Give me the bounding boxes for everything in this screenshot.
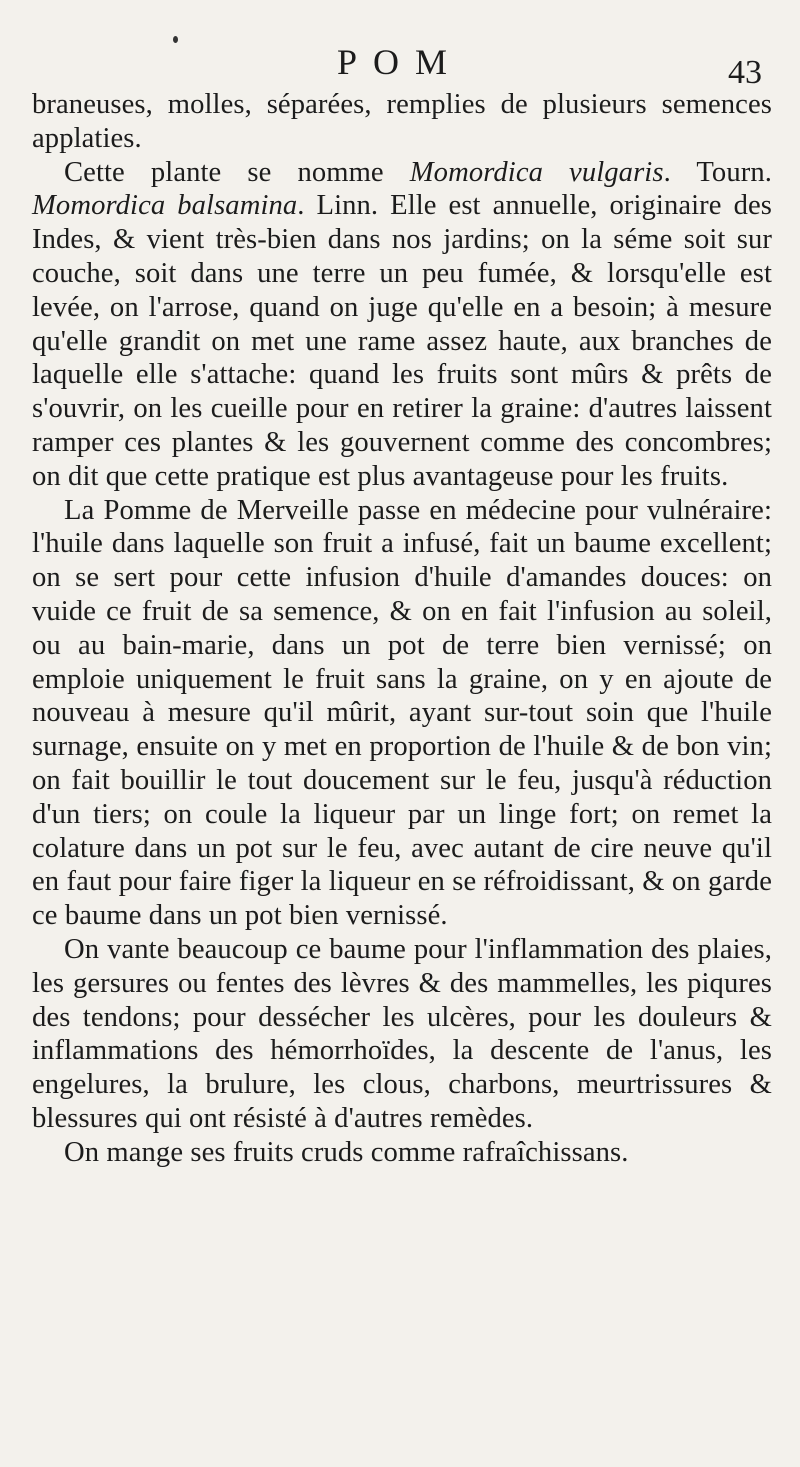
text-segment: . Linn. Elle est annuelle, originaire des Indes, & vient très-bien dans nos jardins; on la séme soit sur couche, soit dans une terre un peu fumée, & lorsqu'elle est levée, on l'arrose, quand on juge qu'elle en a besoin; à mesure qu'elle grandit on met une rame assez haute, aux branches de laquelle elle s'attache: quand les fruits sont mûrs & prêts de s'ouvrir, on les cueille pour en retirer la graine: d'autres laissent ramper ces plantes & les gouvernent comme des concombres; on dit que cette pratique est plus avantageuse pour les fruits.: [32, 190, 772, 492]
latin-name: Momordica balsamina: [32, 190, 298, 222]
running-head: POM: [336, 42, 464, 82]
text-segment: braneuses, molles, séparées, remplies de plusieurs semences applaties.: [32, 89, 772, 154]
body-text: [32, 88, 772, 1170]
text-segment: La Pomme de Merveille passe en médecine pour vulnéraire: l'huile dans laquelle son fruit a infusé, fait un baume excellent; on se sert pour cette infusion d'huile d'amandes douces: on vuide ce fruit de sa semence, & on en fait l'infusion au soleil, ou au bain-marie, dans un pot de terre bien vernissé; on emploie uniquement le fruit sans la graine, on y en ajoute de nouveau à mesure qu'il mûrit, ayant sur-tout soin que l'huile surnage, ensuite on y met en proportion de l'huile & de bon vin; on fait bouillir le tout doucement sur le feu, jusqu'à réduction d'un tiers; on coule la liqueur par un linge fort; on remet la colature dans un pot sur le feu, avec autant de cire neuve qu'il en faut pour faire figer la liqueur en se réfroidissant, & on garde ce baume dans un pot bien vernissé.: [32, 494, 772, 932]
paragraph-eating: [32, 1136, 772, 1170]
paragraph-continuation: [32, 88, 772, 156]
text-segment: . Tourn.: [663, 156, 772, 188]
text-segment: On mange ses fruits cruds comme rafraîchissans.: [64, 1136, 629, 1168]
paragraph-medicinal-use: [32, 494, 772, 933]
paragraph-plant-description: [32, 156, 772, 494]
latin-name: Momordica vulgaris: [409, 156, 664, 188]
paragraph-balm-benefits: [32, 933, 772, 1136]
text-segment: Cette plante se nomme: [64, 156, 410, 188]
page-number: 43: [728, 54, 762, 91]
text-segment: On vante beaucoup ce baume pour l'inflammation des plaies, les gersures ou fentes des lèvres & des mammelles, les piqures des tendons; pour dessécher les ulcères, pour les douleurs & inflammations des hémorrhoïdes, la descente de l'anus, les engelures, la brulure, les clous, charbons, meurtrissures & blessures qui ont résisté à d'autres remèdes.: [32, 933, 772, 1134]
